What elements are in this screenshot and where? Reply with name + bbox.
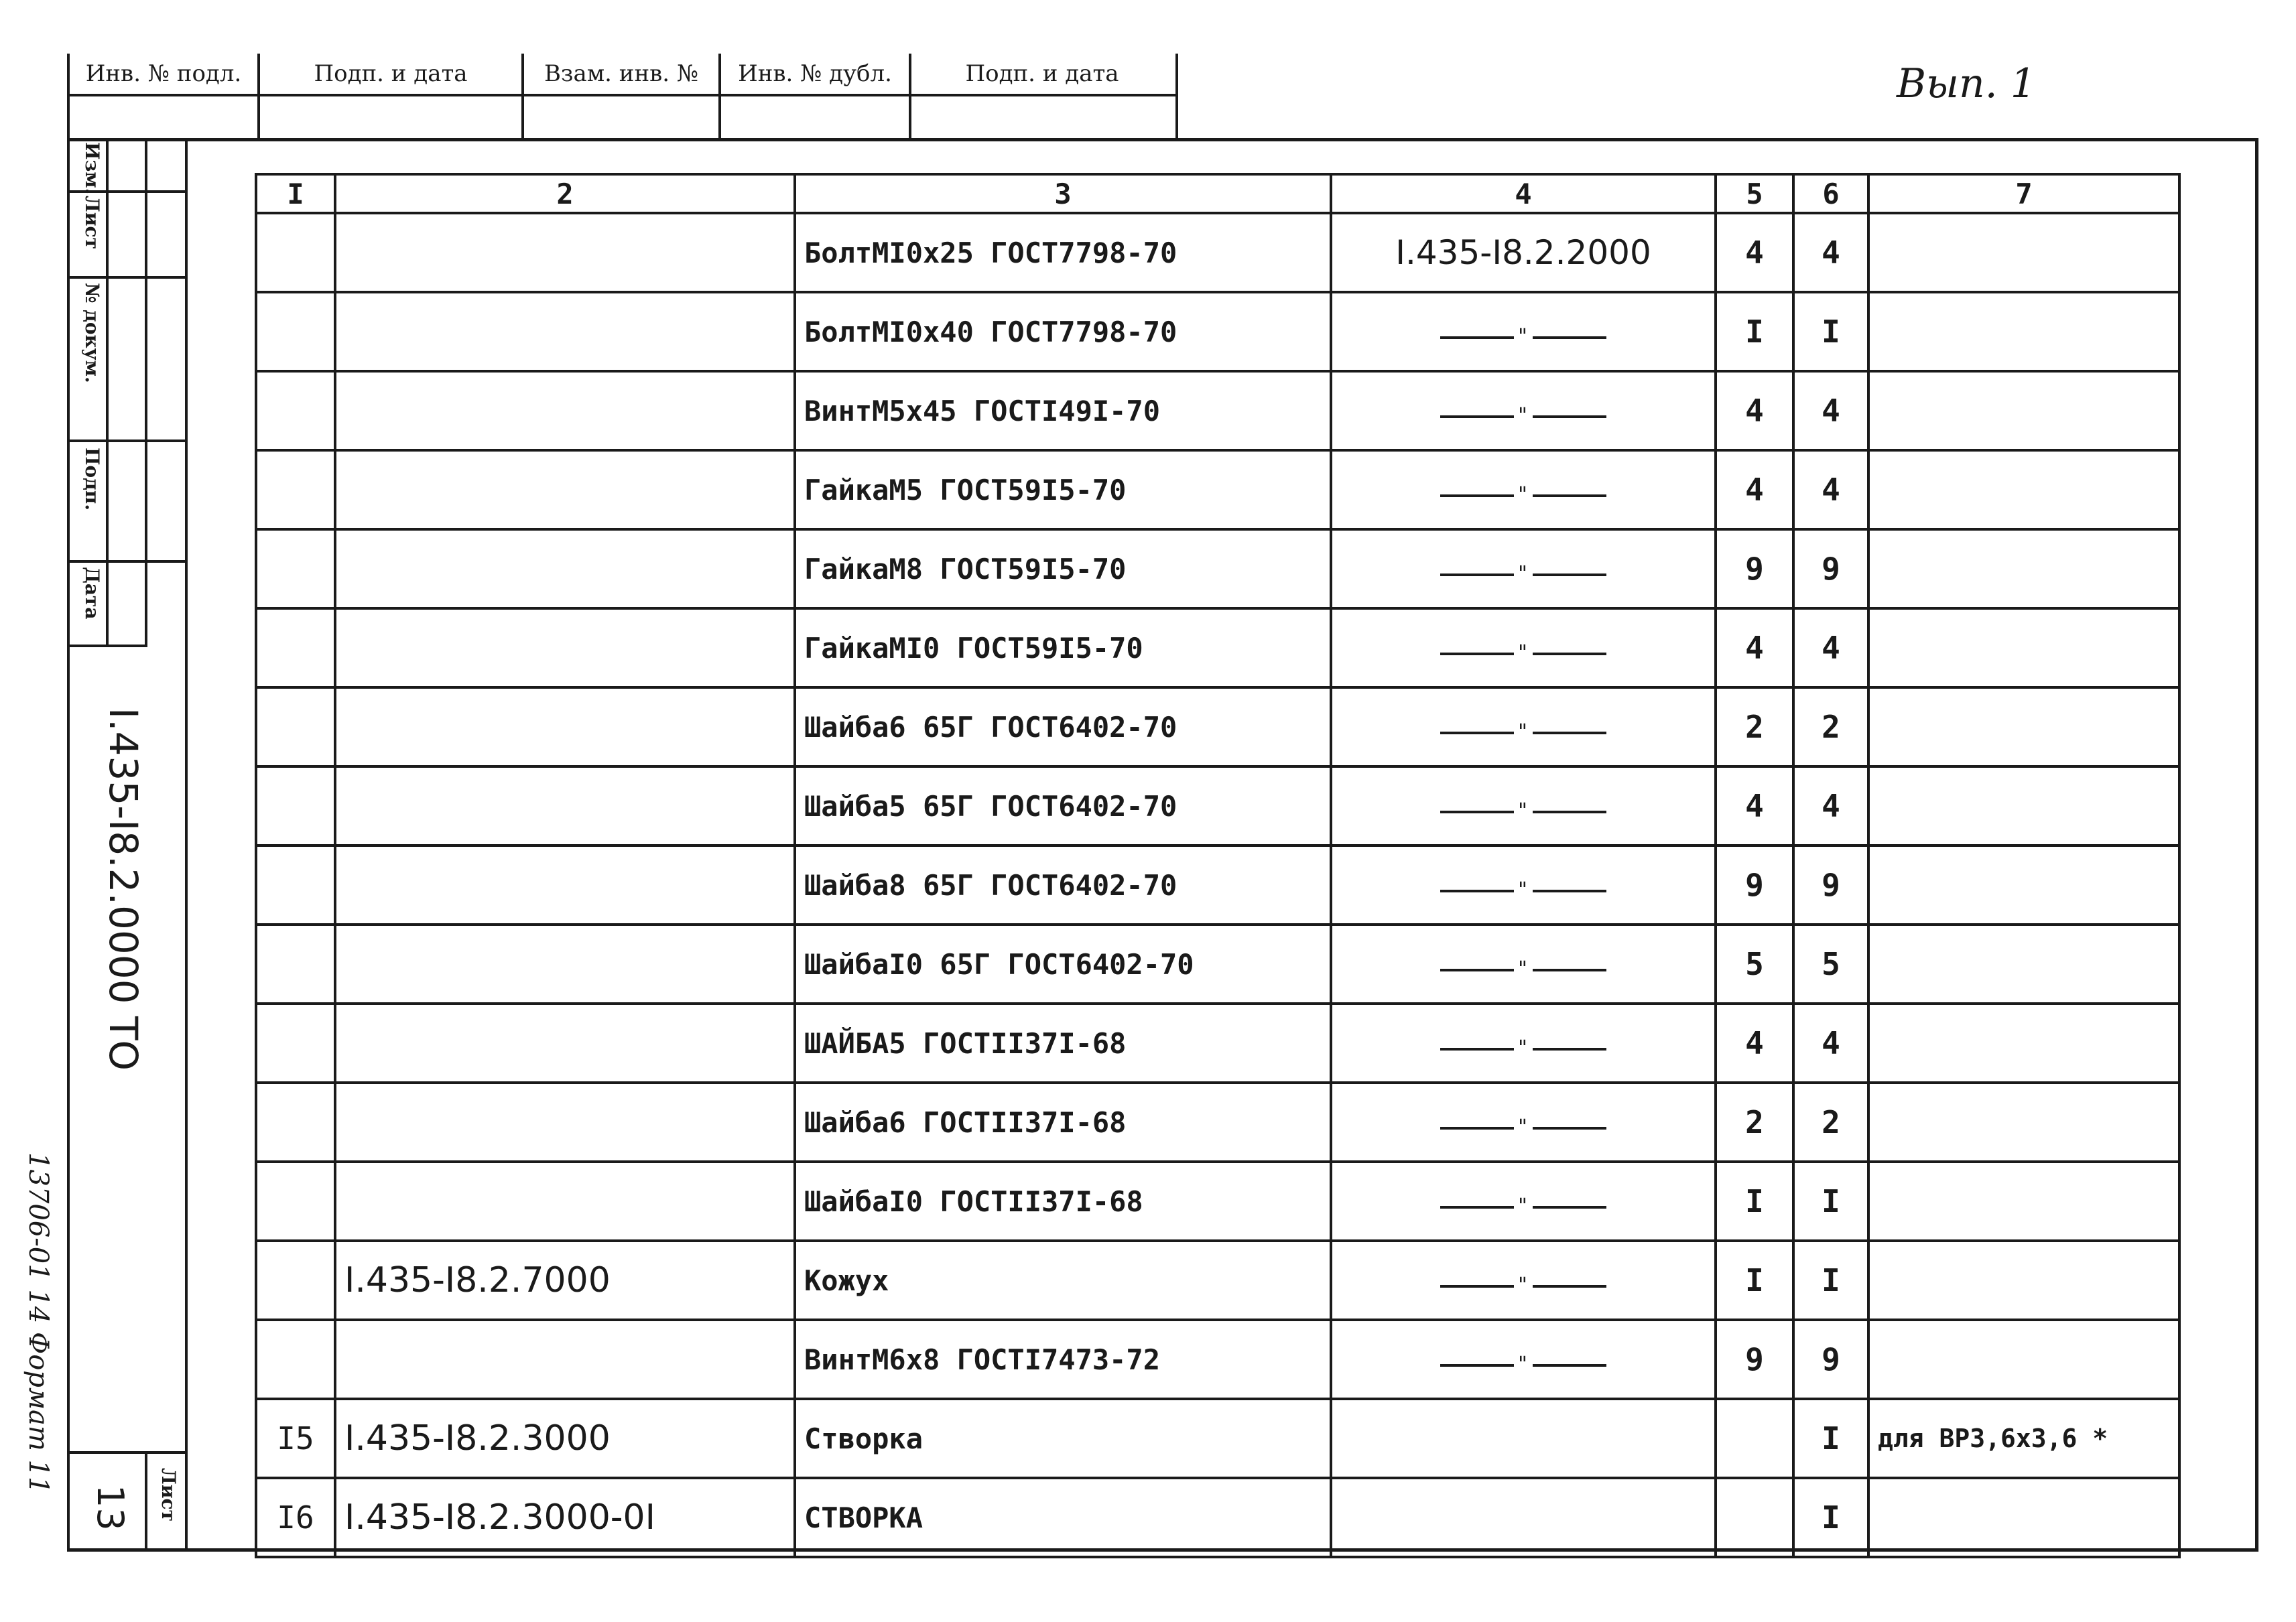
designation-cell: [335, 371, 795, 450]
note-cell: [1868, 687, 2179, 766]
quantity-6-cell: I: [1793, 1241, 1868, 1320]
designation-cell: [335, 450, 795, 529]
quantity-5-cell: 4: [1716, 766, 1793, 846]
table-row: [256, 1162, 2179, 1241]
table-row: [256, 608, 2179, 687]
document-cell: [1331, 1399, 1716, 1478]
quantity-5-cell: [1716, 1399, 1793, 1478]
quantity-5-cell: 4: [1716, 608, 1793, 687]
note-cell: [1868, 1478, 2179, 1557]
document-cell: [1331, 1004, 1716, 1083]
side-label-sign: Подп.: [81, 448, 103, 511]
table-row: [256, 529, 2179, 608]
ditto-mark: ": [1436, 404, 1610, 427]
designation-cell: [335, 925, 795, 1004]
note-cell: [1868, 1241, 2179, 1320]
note-cell: [1868, 846, 2179, 925]
document-cell: [1331, 1320, 1716, 1399]
quantity-5-cell: 5: [1716, 925, 1793, 1004]
side-label-date: Дата: [81, 567, 103, 620]
position-cell: [256, 846, 335, 925]
quantity-5-cell: 4: [1716, 213, 1793, 292]
document-cell: [1331, 687, 1716, 766]
designation-cell: [335, 766, 795, 846]
note-cell: [1868, 213, 2179, 292]
table-row: [256, 213, 2179, 292]
quantity-6-cell: 4: [1793, 1004, 1868, 1083]
note-cell: [1868, 371, 2179, 450]
name-cell: Шайба5 65Г ГОСТ6402-70: [795, 766, 1331, 846]
document-cell: [1331, 608, 1716, 687]
ditto-mark: ": [1436, 1195, 1610, 1218]
quantity-6-cell: 4: [1793, 371, 1868, 450]
position-cell: [256, 608, 335, 687]
ditto-mark: ": [1436, 1353, 1610, 1376]
header-col-4: 4: [1331, 174, 1716, 213]
quantity-6-cell: 4: [1793, 608, 1868, 687]
ditto-mark: ": [1436, 878, 1610, 902]
position-cell: [256, 1162, 335, 1241]
quantity-5-cell: I: [1716, 292, 1793, 371]
designation-cell: [335, 1162, 795, 1241]
position-cell: [256, 292, 335, 371]
designation-cell: [335, 1083, 795, 1162]
quantity-6-cell: 9: [1793, 529, 1868, 608]
note-cell: [1868, 450, 2179, 529]
stamp-replace-inv: Взам. инв. №: [524, 54, 721, 94]
name-cell: ШайбаI0 65Г ГОСТ6402-70: [795, 925, 1331, 1004]
quantity-6-cell: I: [1793, 292, 1868, 371]
ditto-mark: ": [1436, 1036, 1610, 1060]
note-cell: [1868, 608, 2179, 687]
quantity-5-cell: 4: [1716, 371, 1793, 450]
position-cell: [256, 371, 335, 450]
position-cell: [256, 766, 335, 846]
table-row: [256, 292, 2179, 371]
quantity-6-cell: 2: [1793, 1083, 1868, 1162]
table-row: [256, 1004, 2179, 1083]
quantity-6-cell: 4: [1793, 766, 1868, 846]
table-row: [256, 687, 2179, 766]
document-cell: I.435-I8.2.2000: [1331, 213, 1716, 292]
header-col-5: 5: [1716, 174, 1793, 213]
designation-cell: [335, 529, 795, 608]
note-cell: [1868, 1083, 2179, 1162]
position-cell: [256, 1241, 335, 1320]
stamp-inv-dup: Инв. № дубл.: [721, 54, 911, 94]
position-cell: [256, 1320, 335, 1399]
name-cell: ВинтМ6х8 ГОСТI7473-72: [795, 1320, 1331, 1399]
designation-cell: [335, 292, 795, 371]
document-cell: [1331, 1083, 1716, 1162]
quantity-5-cell: 2: [1716, 687, 1793, 766]
sheet-number: 13: [89, 1485, 131, 1531]
designation-cell: [335, 608, 795, 687]
document-cell: [1331, 846, 1716, 925]
header-col-7: 7: [1868, 174, 2179, 213]
quantity-6-cell: I: [1793, 1478, 1868, 1557]
table-header-row: [256, 174, 2179, 213]
side-label-izm: Изм.: [81, 142, 103, 195]
name-cell: ГайкаМ5 ГОСТ59I5-70: [795, 450, 1331, 529]
ditto-mark: ": [1436, 641, 1610, 665]
name-cell: ШайбаI0 ГОСТII37I-68: [795, 1162, 1331, 1241]
header-col-2: 2: [335, 174, 795, 213]
side-label-doc-no: № докум.: [81, 283, 103, 383]
top-stamp-block: [67, 54, 1178, 141]
quantity-6-cell: I: [1793, 1162, 1868, 1241]
note-cell: [1868, 1162, 2179, 1241]
quantity-6-cell: 9: [1793, 846, 1868, 925]
ditto-mark: ": [1436, 483, 1610, 506]
table-row: [256, 925, 2179, 1004]
name-cell: Створка: [795, 1399, 1331, 1478]
quantity-6-cell: 4: [1793, 450, 1868, 529]
header-col-1: I: [256, 174, 335, 213]
quantity-6-cell: I: [1793, 1399, 1868, 1478]
designation-cell: I.435-I8.2.3000-0I: [335, 1478, 795, 1557]
position-cell: [256, 529, 335, 608]
side-label-list: Лист: [81, 196, 103, 249]
designation-cell: I.435-I8.2.7000: [335, 1241, 795, 1320]
note-cell: [1868, 1004, 2179, 1083]
stamp-sign-date: Подп. и дата: [260, 54, 524, 94]
quantity-6-cell: 4: [1793, 213, 1868, 292]
designation-cell: [335, 213, 795, 292]
document-cell: [1331, 371, 1716, 450]
designation-cell: I.435-I8.2.3000: [335, 1399, 795, 1478]
side-strip: [67, 138, 188, 1552]
header-col-6: 6: [1793, 174, 1868, 213]
margin-note: 13706-01 14 Формат 11: [23, 1152, 54, 1494]
quantity-5-cell: 4: [1716, 450, 1793, 529]
document-code: I.435-I8.2.0000 ТО: [101, 707, 146, 1071]
designation-cell: [335, 846, 795, 925]
sheet-label: Лист: [157, 1468, 180, 1522]
table-row: [256, 766, 2179, 846]
name-cell: Шайба6 65Г ГОСТ6402-70: [795, 687, 1331, 766]
quantity-5-cell: I: [1716, 1241, 1793, 1320]
quantity-5-cell: I: [1716, 1162, 1793, 1241]
ditto-mark: ": [1436, 1274, 1610, 1297]
quantity-5-cell: 4: [1716, 1004, 1793, 1083]
position-cell: I6: [256, 1478, 335, 1557]
document-cell: [1331, 1162, 1716, 1241]
position-cell: [256, 213, 335, 292]
document-cell: [1331, 529, 1716, 608]
table-row: [256, 1399, 2179, 1478]
specification-table: [255, 173, 2181, 1558]
document-cell: [1331, 450, 1716, 529]
quantity-5-cell: 9: [1716, 1320, 1793, 1399]
position-cell: [256, 1083, 335, 1162]
name-cell: БолтМI0х40 ГОСТ7798-70: [795, 292, 1331, 371]
document-cell: [1331, 925, 1716, 1004]
note-cell: [1868, 766, 2179, 846]
name-cell: Шайба8 65Г ГОСТ6402-70: [795, 846, 1331, 925]
designation-cell: [335, 1320, 795, 1399]
position-cell: [256, 1004, 335, 1083]
table-row: [256, 1083, 2179, 1162]
table-row: [256, 846, 2179, 925]
ditto-mark: ": [1436, 562, 1610, 586]
ditto-mark: ": [1436, 325, 1610, 348]
name-cell: ШАЙБА5 ГОСТII37I-68: [795, 1004, 1331, 1083]
position-cell: I5: [256, 1399, 335, 1478]
stamp-sign-date-2: Подп. и дата: [965, 60, 1119, 87]
name-cell: Кожух: [795, 1241, 1331, 1320]
name-cell: СТВОРКА: [795, 1478, 1331, 1557]
document-cell: [1331, 1478, 1716, 1557]
name-cell: Шайба6 ГОСТII37I-68: [795, 1083, 1331, 1162]
ditto-mark: ": [1436, 1116, 1610, 1139]
quantity-6-cell: 2: [1793, 687, 1868, 766]
table-row: [256, 1320, 2179, 1399]
document-cell: [1331, 1241, 1716, 1320]
quantity-6-cell: 9: [1793, 1320, 1868, 1399]
position-cell: [256, 687, 335, 766]
table-row: [256, 1241, 2179, 1320]
note-cell: [1868, 925, 2179, 1004]
header-col-3: 3: [795, 174, 1331, 213]
document-cell: [1331, 292, 1716, 371]
designation-cell: [335, 687, 795, 766]
name-cell: ГайкаМI0 ГОСТ59I5-70: [795, 608, 1331, 687]
name-cell: ВинтМ5х45 ГОСТI49I-70: [795, 371, 1331, 450]
table-row: [256, 371, 2179, 450]
quantity-5-cell: 9: [1716, 846, 1793, 925]
note-cell: для ВР3,6х3,6 *: [1868, 1399, 2179, 1478]
note-cell: [1868, 1320, 2179, 1399]
name-cell: ГайкаМ8 ГОСТ59I5-70: [795, 529, 1331, 608]
document-cell: [1331, 766, 1716, 846]
position-cell: [256, 450, 335, 529]
quantity-5-cell: [1716, 1478, 1793, 1557]
quantity-5-cell: 2: [1716, 1083, 1793, 1162]
table-row: [256, 1478, 2179, 1557]
quantity-6-cell: 5: [1793, 925, 1868, 1004]
table-row: [256, 450, 2179, 529]
note-cell: [1868, 529, 2179, 608]
quantity-5-cell: 9: [1716, 529, 1793, 608]
note-cell: [1868, 292, 2179, 371]
name-cell: БолтМI0х25 ГОСТ7798-70: [795, 213, 1331, 292]
ditto-mark: ": [1436, 957, 1610, 981]
designation-cell: [335, 1004, 795, 1083]
position-cell: [256, 925, 335, 1004]
stamp-inv-orig: Инв. № подл.: [70, 54, 260, 94]
ditto-mark: ": [1436, 720, 1610, 744]
ditto-mark: ": [1436, 799, 1610, 823]
handwritten-issue-mark: Вып. 1: [1897, 60, 2036, 107]
